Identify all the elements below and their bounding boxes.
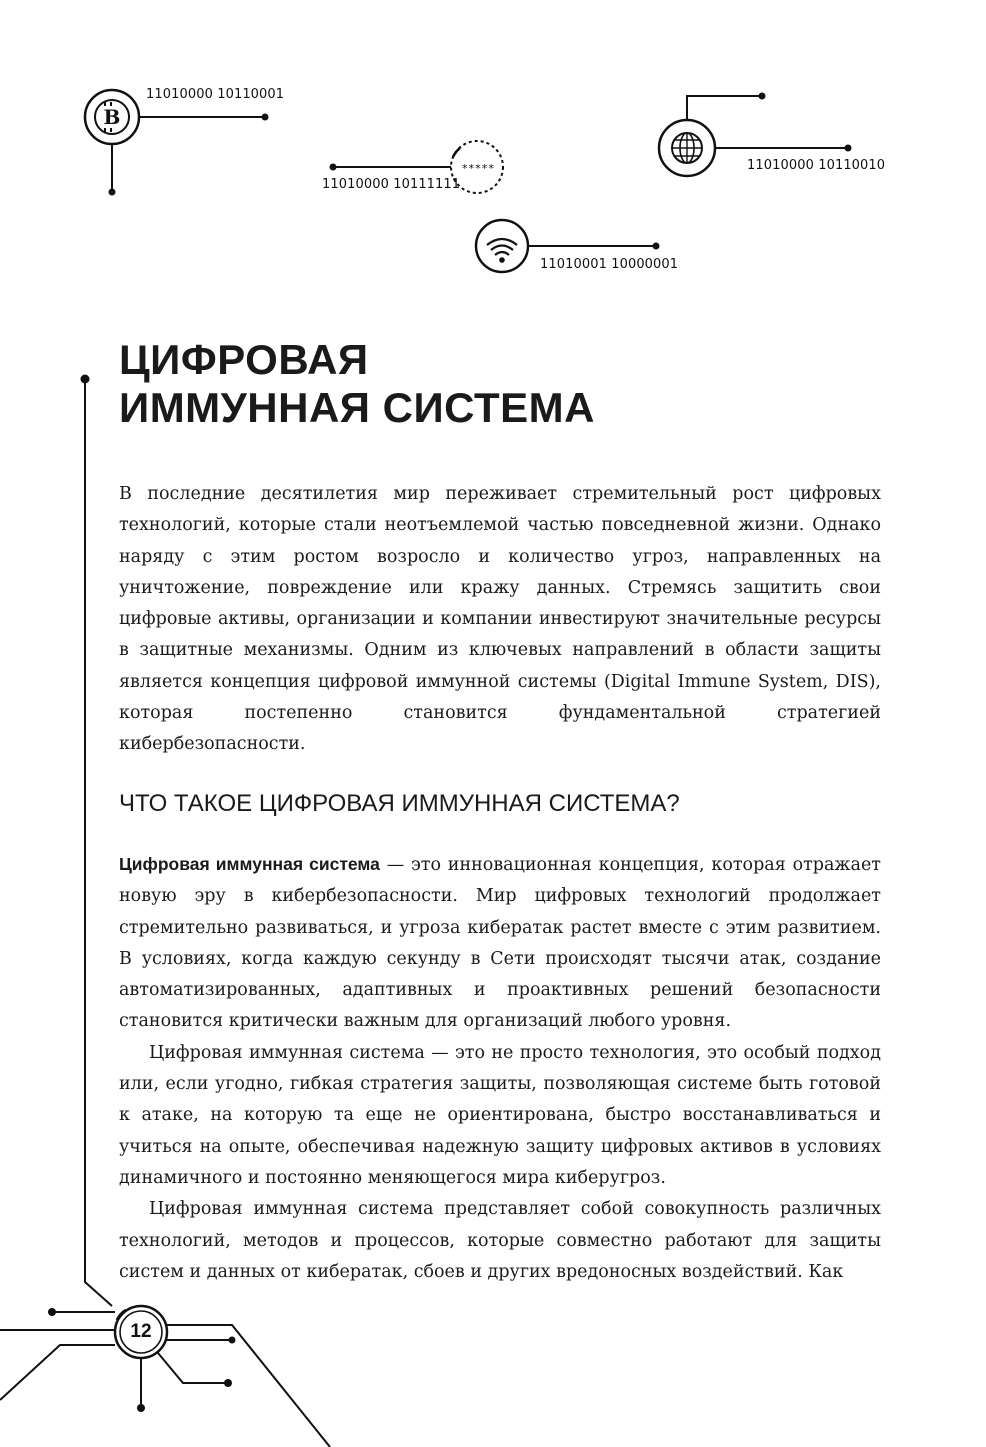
chapter-title-line: ЦИФРОВАЯ [119,336,369,383]
section-heading: ЧТО ТАКОЕ ЦИФРОВАЯ ИММУННАЯ СИСТЕМА? [119,790,680,817]
page-number: 12 [130,1321,152,1342]
password-mask: ***** [461,162,495,175]
definition-text: — это инновационная концепция, которая отражает новую эру в кибербезопасности. Мир цифровых технологий продолжает стремительно развиваться, и угроза кибератак растет вместе с этим развитием. В условиях, когда каждую секунду в Сети происходят тысячи атак, создание автоматизированных, адаптивных и проактивных решений безопасности становится критически важным для организаций любого уровня. [119,855,881,1032]
term-highlight: Цифровая иммунная система [119,854,380,874]
binary-label: 11010001 10000001 [540,257,679,272]
body-paragraph: Цифровая иммунная система — это не просто технология, это особый подход или, если угодно, гибкая стратегия защиты, позволяющая системе быть готовой к атаке, на которую та еще не ориентирована, быстро восстанавливаться и учиться на опыте, обеспечивая надежную защиту цифровых активов в условиях динамичного и постоянно меняющегося мира киберугроз. [119,1042,881,1188]
section-body [119,849,881,1288]
globe-icon [659,120,715,176]
binary-label: 11010000 10111111 [322,177,461,192]
bitcoin-symbol: B [103,105,121,129]
intro-paragraph: В последние десятилетия мир переживает стремительный рост цифровых технологий, которые стали неотъемлемой частью повседневной жизни. Однако наряду с этим ростом возросло и количество угроз, направленных на уничтожение, повреждение или кражу данных. Стремясь защитить свои цифровые активы, организации и компании инвестируют значительные ресурсы в защитные механизмы. Одним из ключевых направлений в области защиты является концепция цифровой иммунной системы (Digital Immune System, DIS), которая постепенно становится фундаментальной стратегией кибербезопасности. [119,484,881,755]
binary-label: 11010000 10110010 [747,158,886,173]
chapter-title-line: ИММУННАЯ СИСТЕМА [119,384,595,431]
body-paragraph: Цифровая иммунная система представляет собой совокупность различных технологий, методов и процессов, которые совместно работают для защиты систем и данных от кибератак, сбоев и других вредоносных воздействий. Как [119,1199,881,1282]
wifi-icon [476,220,528,272]
binary-label: 11010000 10110001 [146,87,285,102]
intro-block [119,479,881,761]
chapter-title [119,336,595,432]
definition-paragraph [119,849,881,1038]
bitcoin-icon [85,90,139,144]
